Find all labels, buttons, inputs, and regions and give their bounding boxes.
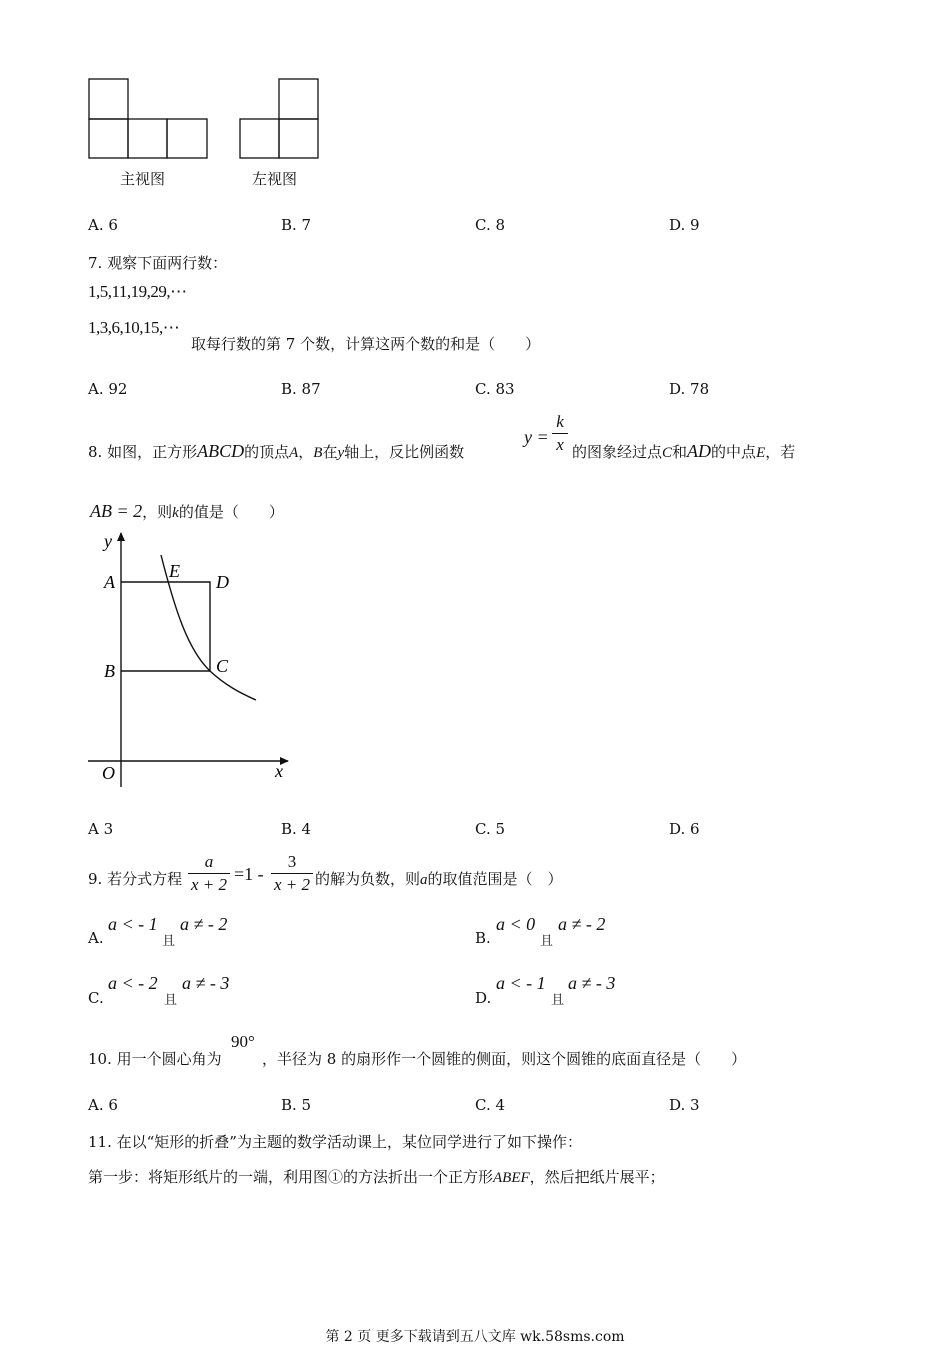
q8-text-10: 的值是（ ）: [178, 503, 284, 521]
option-letter: D.: [475, 989, 492, 1007]
q11-step1: [88, 1166, 665, 1187]
q9-prefix: 9. 若分式方程: [88, 870, 183, 888]
q10-angle: 90°: [231, 1032, 255, 1051]
q8-option-c[interactable]: C. 5: [475, 820, 506, 838]
label-a: A: [104, 572, 115, 592]
q8-text-1: 8. 如图，正方形: [88, 443, 198, 461]
fraction-bar: [188, 873, 230, 874]
label-y: y: [104, 531, 112, 551]
label-d: D: [216, 572, 229, 592]
q10-suffix: ，半径为 8 的扇形作一个圆锥的侧面，则这个圆锥的底面直径是（ ）: [262, 1050, 747, 1068]
q10-option-a[interactable]: A. 6: [88, 1096, 118, 1114]
q8-func-num: k: [556, 412, 564, 431]
left-view: [240, 79, 318, 158]
q8-func-y: y =: [524, 427, 549, 447]
label-e: E: [169, 561, 180, 581]
q9-lhs-fraction: [188, 852, 230, 895]
q8-text-3: 在: [322, 443, 338, 461]
q8-text-8: ，若: [765, 443, 796, 461]
condition-1: a < - 1: [108, 914, 158, 934]
and-label: 且: [540, 934, 554, 949]
q9-text-1: 的解为负数，则: [315, 870, 421, 888]
condition-2: a ≠ - 3: [568, 973, 616, 993]
page-footer: 第 2 页 更多下载请到五八文库 wk.58sms.com: [325, 1329, 625, 1345]
front-view-label: 主视图: [120, 170, 166, 188]
q7-option-b[interactable]: B. 87: [281, 380, 321, 398]
q8-text-9: ，则: [142, 503, 173, 521]
q8-text-2: 的顶点: [244, 443, 290, 461]
q11-abef: ABEF: [493, 1170, 530, 1186]
q8-option-d[interactable]: D. 6: [669, 820, 700, 838]
q10-option-c[interactable]: C. 4: [475, 1096, 506, 1114]
and-label: 且: [162, 934, 176, 949]
q8-point-c: C: [662, 445, 673, 461]
q8-point-b: B: [313, 445, 323, 461]
q9-equals: =1 -: [234, 864, 264, 884]
q6-option-b[interactable]: B. 7: [281, 216, 312, 234]
q9-lhs-num: a: [204, 852, 214, 871]
condition-1: a < 0: [496, 914, 536, 934]
front-view: [89, 79, 207, 158]
q8-func-den: x: [556, 435, 564, 454]
q7-option-d[interactable]: D. 78: [669, 380, 710, 398]
q8-figure: [80, 525, 310, 790]
q9-text-2: 的取值范围是（ ）: [427, 870, 563, 888]
condition-2: a ≠ - 2: [180, 914, 228, 934]
q7-option-c[interactable]: C. 83: [475, 380, 515, 398]
q7-row2: 1,3,6,10,15,⋯: [88, 318, 180, 337]
and-label: 且: [164, 993, 178, 1008]
q9-lhs-den: x + 2: [190, 875, 228, 894]
condition-1: a < - 1: [496, 973, 546, 993]
condition-2: a ≠ - 2: [558, 914, 606, 934]
q6-option-a[interactable]: A. 6: [88, 216, 118, 234]
q8-text-7: 的中点: [711, 443, 757, 461]
option-letter: C.: [88, 989, 104, 1007]
q9-rhs-fraction: [271, 852, 313, 895]
q8-k: k: [172, 505, 179, 521]
q8-ab-equals: AB = 2: [90, 501, 143, 521]
q6-views-figure: [80, 70, 340, 200]
condition-2: a ≠ - 3: [182, 973, 230, 993]
q11-step1-text: 第一步：将矩形纸片的一端，利用图①的方法折出一个正方形: [88, 1168, 494, 1186]
q8-point-a: A: [289, 445, 299, 461]
q7-row1: 1,5,11,19,29,⋯: [88, 282, 187, 301]
q8-stem: [88, 441, 464, 462]
square-abcd: [121, 582, 210, 671]
fraction-bar: [271, 873, 313, 874]
q8-text-4: 轴上，反比例函数: [344, 443, 465, 461]
q9-rhs-den: x + 2: [273, 875, 311, 894]
q8-ad: AD: [687, 441, 712, 461]
q6-option-c[interactable]: C. 8: [475, 216, 506, 234]
q10-option-d[interactable]: D. 3: [669, 1096, 700, 1114]
q8-comma: ，: [298, 443, 314, 461]
q7-option-a[interactable]: A. 92: [88, 380, 128, 398]
and-label: 且: [551, 993, 565, 1008]
q9-rhs-num: 3: [287, 852, 297, 871]
q9-suffix: [315, 868, 563, 889]
q7-question: 取每行数的第 7 个数，计算这两个数的和是（ ）: [191, 335, 541, 353]
q8-option-a[interactable]: A 3: [88, 820, 114, 838]
q11-step1-end: ，然后把纸片展平；: [529, 1168, 665, 1186]
q8-condition: [90, 501, 284, 522]
option-letter: B.: [475, 929, 491, 947]
q8-option-b[interactable]: B. 4: [281, 820, 312, 838]
q9-var: a: [420, 872, 428, 888]
label-x: x: [275, 761, 283, 781]
q8-text-5: 的图象经过点: [572, 443, 663, 461]
label-c: C: [216, 656, 229, 676]
label-b: B: [104, 661, 115, 681]
q8-abcd: ABCD: [197, 441, 245, 461]
q8-point-e: E: [756, 445, 766, 461]
q6-option-d[interactable]: D. 9: [669, 216, 700, 234]
label-origin: O: [102, 763, 115, 783]
q11-stem: 11. 在以“矩形的折叠”为主题的数学活动课上，某位同学进行了如下操作：: [88, 1133, 582, 1151]
q7-stem: 7. 观察下面两行数：: [88, 254, 228, 272]
fraction-bar: [552, 433, 568, 434]
q10-option-b[interactable]: B. 5: [281, 1096, 312, 1114]
left-view-label: 左视图: [252, 170, 298, 188]
q8-text-6: 和: [672, 443, 688, 461]
condition-1: a < - 2: [108, 973, 158, 993]
q10-prefix: 10. 用一个圆心角为: [88, 1050, 222, 1068]
q8-func-fraction: [552, 412, 568, 455]
q8-axis-y: y: [337, 445, 345, 461]
q8-stem-cont: [572, 441, 795, 462]
option-letter: A.: [88, 929, 104, 947]
